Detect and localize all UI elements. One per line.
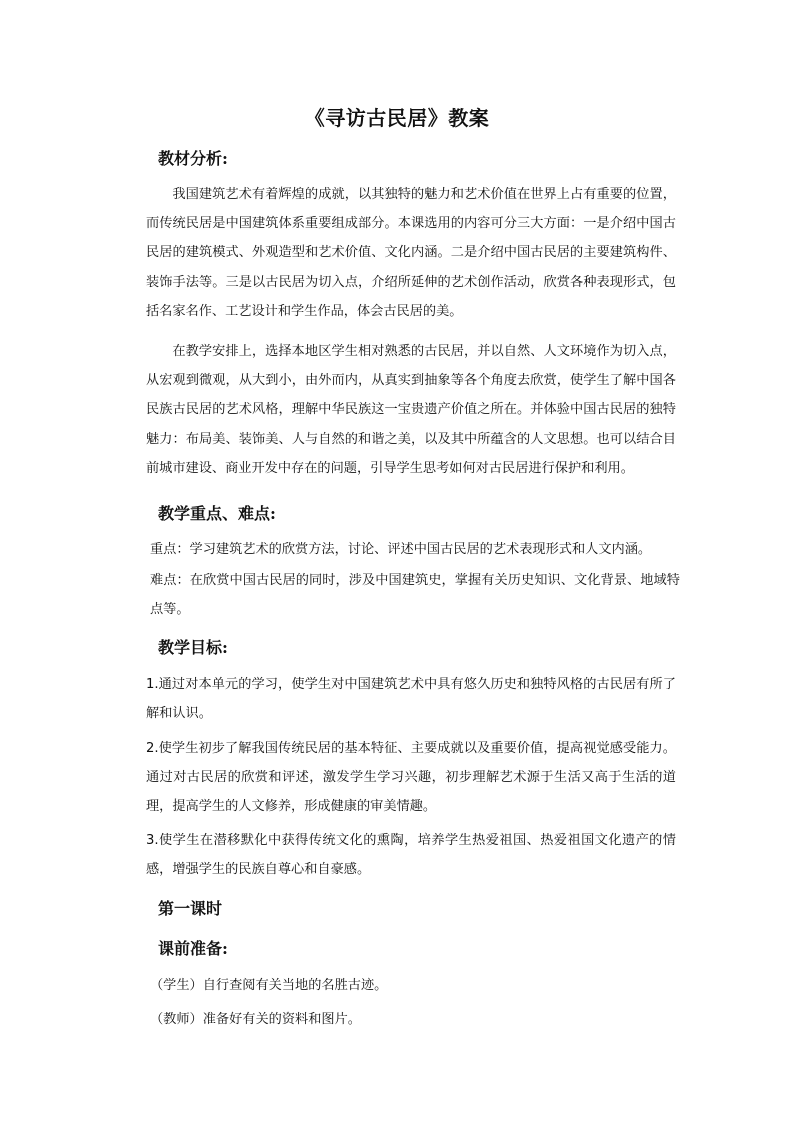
goal-item-1-text: 1.通过对本单元的学习，使学生对中国建筑艺术中具有悠久历史和独特风格的古民居有所了解和认识。 (146, 677, 676, 722)
heading-preparation: 课前准备: (158, 939, 228, 958)
preparation-teacher: （教师）准备好有关的资料和图片。 (150, 1012, 361, 1027)
goal-item-3 (146, 826, 676, 884)
analysis-paragraph-2: 在教学安排上，选择本地区学生相对熟悉的古民居，并以自然、人文环境作为切入点，从宏观到微观，从大到小，由外而内，从真实到抽象等各个角度去欣赏，使学生了解中国各民族古民居的艺术风格，理解中华民族这一宝贵遗产价值之所在。并体验中国古民居的独特魅力：布局美、装饰美、人与自然的和谐之美，以及其中所蕴含的人文思想。也可以结合目前城市建设、商业开发中存在的问题，引导学生思考如何对古民居进行保护和利用。 (146, 344, 676, 476)
document-title: 《寻访古民居》教案 (304, 106, 490, 130)
analysis-paragraph-1: 我国建筑艺术有着辉煌的成就，以其独特的魅力和艺术价值在世界上占有重要的位置，而传统民居是中国建筑体系重要组成部分。本课选用的内容可分三大方面：一是介绍中国古民居的建筑模式、外观造型和艺术价值、文化内涵。二是介绍中国古民居的主要建筑构件、装饰手法等。三是以古民居为切入点，介绍所延伸的艺术创作活动，欣赏各种表现形式，包括名家名作、工艺设计和学生作品，体会古民居的美。 (146, 187, 676, 319)
goal-item-3-text: 3.使学生在潜移默化中获得传统文化的熏陶，培养学生热爱祖国、热爱祖国文化遗产的情感，增强学生的民族自尊心和自豪感。 (146, 833, 676, 878)
preparation-student: （学生）自行查阅有关当地的名胜古迹。 (150, 978, 388, 993)
goal-item-2-text: 2.使学生初步了解我国传统民居的基本特征、主要成就以及重要价值，提高视觉感受能力。通过对古民居的欣赏和评述，激发学生学习兴趣，初步理解艺术源于生活又高于生活的道理，提高学生的人文修养，形成健康的审美情趣。 (146, 741, 676, 815)
key-point-difficulty: 难点：在欣赏中国古民居的同时，涉及中国建筑史，掌握有关历史知识、文化背景、地域特点等。 (150, 573, 680, 618)
heading-key-points: 教学重点、难点: (158, 504, 276, 523)
goal-item-2 (146, 734, 676, 822)
heading-teaching-goals: 教学目标: (158, 638, 228, 657)
key-point-focus: 重点：学习建筑艺术的欣赏方法，讨论、评述中国古民居的艺术表现形式和人文内涵。 (150, 542, 652, 557)
heading-lesson-one: 第一课时 (158, 899, 223, 918)
heading-textbook-analysis: 教材分析: (158, 149, 228, 168)
goal-item-1 (146, 670, 676, 728)
